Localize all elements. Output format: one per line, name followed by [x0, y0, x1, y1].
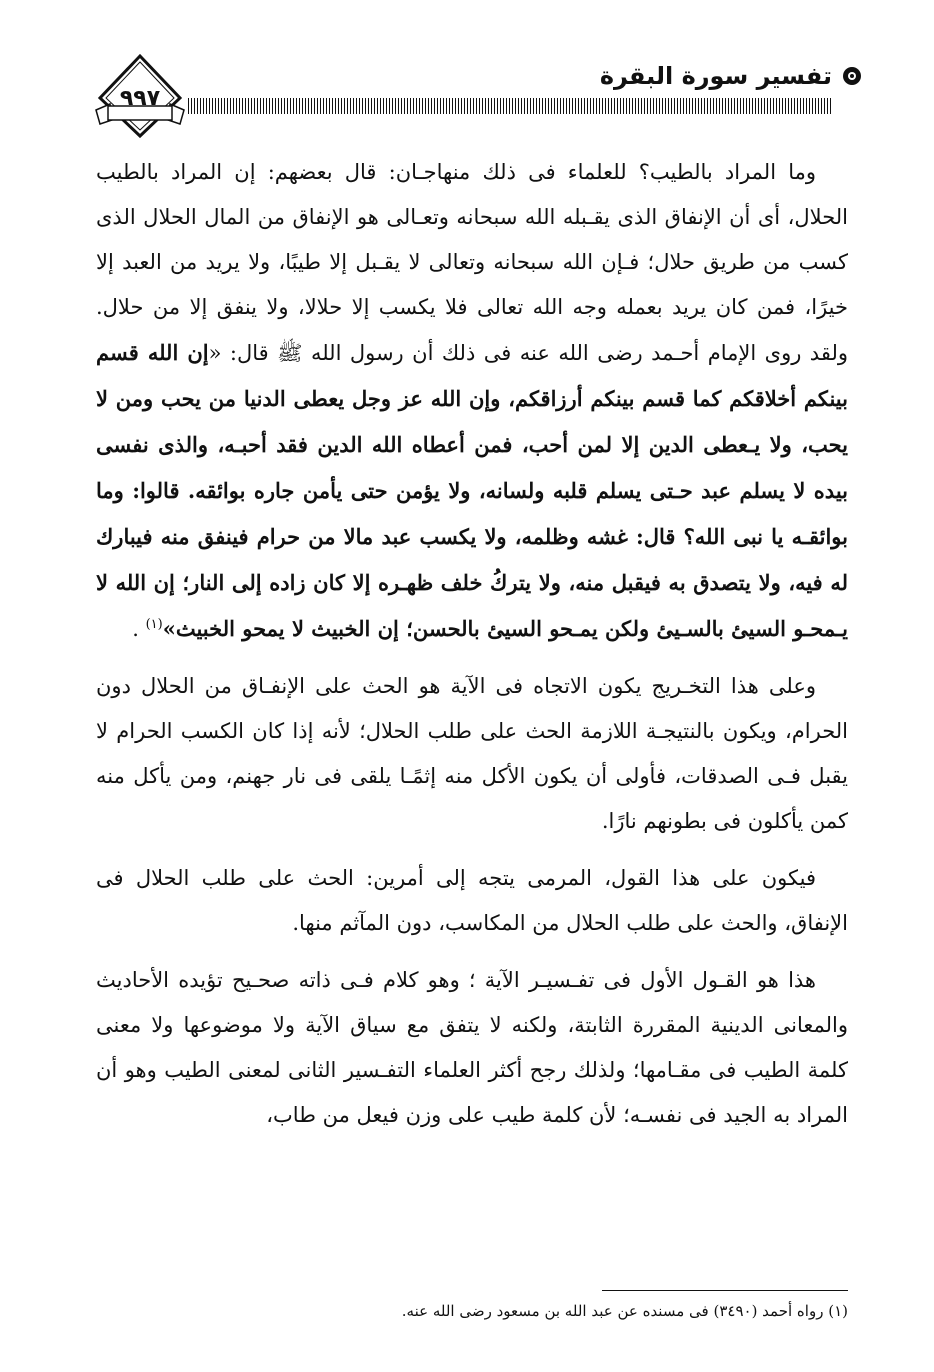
paragraph: هذا هو القـول الأول فى تفـسيـر الآية ؛ وهو كلام فـى ذاته صحـيح تؤيده الأحاديث والمعانى الدينية المقررة الثابتة، ولكنه لا يتفق مع سياق الآية ولا موضوعها ولا معنى كلمة الطيب فى مقـامها؛ ولذلك رجح أكثر العلماء التفـسير الثانى لمعنى الطيب وهو أن المراد به الجيد فى نفسـه؛ لأن كلمة طيب على وزن فيعل من طاب،	[96, 968, 848, 1127]
header-rule	[188, 98, 832, 114]
main-text	[96, 150, 848, 1150]
page-number: ٩٩٧	[119, 86, 161, 111]
running-title	[600, 62, 862, 90]
footnote: (١) رواه أحمد (٣٤٩٠) فى مسنده عن عبد الله بن مسعود رضى الله عنه.	[401, 1302, 848, 1320]
paragraph	[96, 150, 848, 652]
paragraph-end: .	[132, 617, 146, 641]
hadith-quote: إن الله قسم بينكم أخلاقكم كما قسم بينكم أرزاقكم، وإن الله عز وجل يعطى الدنيا من يحب ومن لا يحب، ولا يـعطى الدين إلا لمن أحب، فمن أعطاه الله الدين فقد أحبـه، والذى نفسى بيده لا يسلم عبد حـتى يسلم قلبه ولسانه، ولا يؤمن حتى يأمن جاره بوائقه. قالوا: وما بوائقـه يا نبى الله؟ قال: غشه وظلمه، ولا يكسب عبد مالا من حرام فينفق منه فيبارك له فيه، ولا يتصدق به فيقبل منه، ولا يتركُ خلف ظهـره إلا كان زاده إلى النار؛ إن الله لا يـمحـو السيئ بالسـيئ ولكن يمـحو السيئ بالحسن؛ إن الخبيث لا يمحو الخبيث	[96, 340, 848, 641]
paragraph: فيكون على هذا القول، المرمى يتجه إلى أمرين: الحث على طلب الحلال فى الإنفاق، والحث على طلب الحلال من المكاسب، دون المآثم منها.	[96, 866, 848, 935]
ornament-icon	[842, 66, 862, 86]
footnote-ref: (١)	[145, 617, 163, 632]
page-header	[92, 50, 862, 140]
footnote-divider	[602, 1290, 848, 1291]
paragraph-text: وما المراد بالطيب؟ للعلماء فى ذلك منهاجـان: قال بعضهم: إن المراد بالطيب الحلال، أى أن الإنفاق الذى يقـبله الله سبحانه وتعـالى هو الإنفاق من المال الحلال الذى كسب من طريق حلال؛ فـإن الله سبحانه وتعالى لا يقـبل إلا طيبًا، ولا يريد من العبد إلا خيرًا، فمن كان يريد بعمله وجه الله تعالى فلا يكسب إلا حلالا، ولا ينفق إلا من حلال. ولقد روى الإمام أحـمد رضى الله عنه فى ذلك أن رسول الله ﷺ قال: «	[96, 160, 848, 365]
quote-close: »	[162, 616, 176, 641]
paragraph: وعلى هذا التخـريج يكون الاتجاه فى الآية هو الحث على الإنفـاق من الحلال دون الحرام، ويكون بالنتيجـة اللازمة الحث على طلب الحلال؛ لأنه إذا كان الكسب الحرام لا يقبل فـى الصدقات، فأولى أن يكون الأكل منه إثمًـا يلقى فى نار جهنم، ومن يأكل منه كمن يأكلون فى بطونهم نارًا.	[96, 674, 848, 833]
book-title: تفسير سورة البقرة	[599, 62, 832, 90]
